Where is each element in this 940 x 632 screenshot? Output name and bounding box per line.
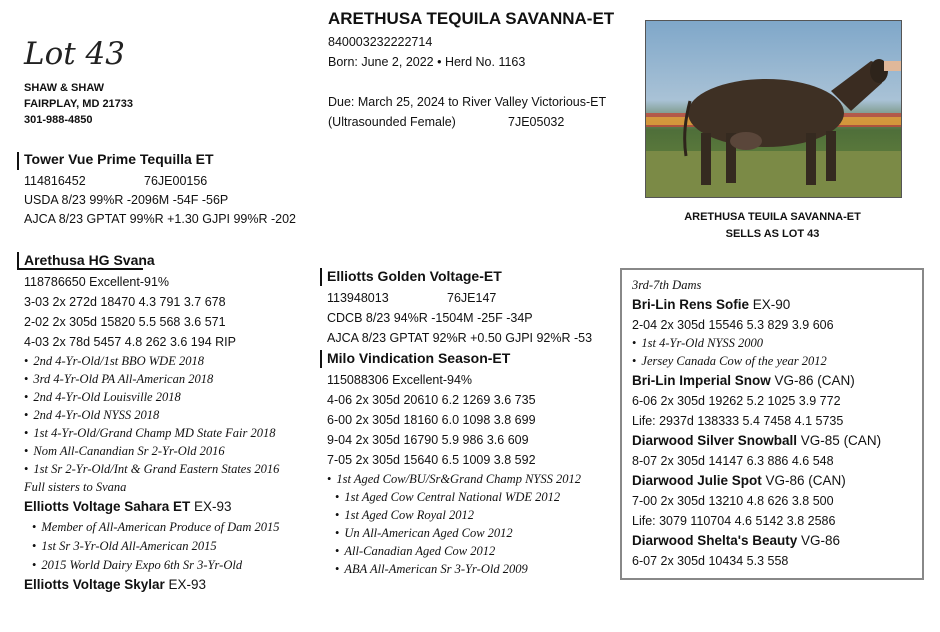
dam-honor: • 2nd 4-Yr-Old NYSS 2018 <box>24 407 159 424</box>
dam3-record: 2-04 2x 305d 15546 5.3 829 3.9 606 <box>632 318 834 332</box>
grand-dam-record: 9-04 2x 305d 16790 5.9 986 3.6 609 <box>327 433 529 447</box>
full-sisters-note: Full sisters to Svana <box>24 480 127 494</box>
dam-honor: • 1st 4-Yr-Old/Grand Champ MD State Fair 2018 <box>24 425 276 442</box>
dam-record: 4-03 2x 78d 5457 4.8 262 3.6 194 RIP <box>24 335 236 349</box>
grand-dam-honor: • All-Canadian Aged Cow 2012 <box>335 543 495 560</box>
animal-ultrasound: (Ultrasounded Female) <box>328 115 456 129</box>
dam-record: 2-02 2x 305d 15820 5.5 568 3.6 571 <box>24 315 226 329</box>
animal-due: Due: March 25, 2024 to River Valley Victorious-ET <box>328 95 607 109</box>
sahara-honor: • Member of All-American Produce of Dam 2015 <box>32 519 280 536</box>
sire-name: Tower Vue Prime Tequilla ET <box>24 151 214 167</box>
grand-dam-record: 4-06 2x 305d 20610 6.2 1269 3.6 735 <box>327 393 536 407</box>
consignor-location: FAIRPLAY, MD 21733 <box>24 98 134 110</box>
photo-caption-2: SELLS AS LOT 43 <box>725 228 820 240</box>
sire-code: 76JE00156 <box>144 174 208 188</box>
sire-bracket <box>17 152 19 170</box>
mgs-name: Elliotts Golden Voltage-ET <box>327 268 502 284</box>
grand-dam-honor: • 1st Aged Cow Royal 2012 <box>335 507 474 524</box>
sire-usda: USDA 8/23 99%R -2096M -54F -56P <box>24 193 229 207</box>
animal-born: Born: June 2, 2022 • Herd No. 1163 <box>328 55 526 69</box>
dam3-name: Bri-Lin Rens Sofie EX-90 <box>632 297 791 312</box>
grand-dam-honor: • Un All-American Aged Cow 2012 <box>335 525 513 542</box>
mgs-cdcb: CDCB 8/23 94%R -1504M -25F -34P <box>327 311 533 325</box>
sister-skylar: Elliotts Voltage Skylar EX-93 <box>24 577 207 592</box>
dam-reg: 118786650 Excellent-91% <box>24 275 170 289</box>
dam3-honor: • Jersey Canada Cow of the year 2012 <box>632 353 827 370</box>
dam-name: Arethusa HG Svana <box>24 252 155 268</box>
sahara-honor: • 1st Sr 3-Yr-Old All-American 2015 <box>32 538 217 555</box>
cow-photo <box>645 20 902 198</box>
grand-dam-bracket <box>320 350 322 368</box>
animal-reg: 840003232222714 <box>328 35 433 49</box>
dam6-name: Diarwood Julie Spot VG-86 (CAN) <box>632 473 846 488</box>
sister-sahara: Elliotts Voltage Sahara ET EX-93 <box>24 499 232 514</box>
dam4-name: Bri-Lin Imperial Snow VG-86 (CAN) <box>632 373 855 388</box>
dam-honor: • 1st Sr 2-Yr-Old/Int & Grand Eastern States 2016 <box>24 461 279 478</box>
animal-service-code: 7JE05032 <box>508 115 565 129</box>
dam-honor: • 2nd 4-Yr-Old Louisville 2018 <box>24 389 181 406</box>
dam6-life: Life: 3079 110704 4.6 5142 3.8 2586 <box>632 514 836 528</box>
lot-label: Lot 43 <box>24 36 126 72</box>
dam-honor: • 3rd 4-Yr-Old PA All-American 2018 <box>24 371 213 388</box>
sire-ajca: AJCA 8/23 GPTAT 99%R +1.30 GJPI 99%R -202 <box>24 212 297 226</box>
mgs-reg: 113948013 <box>327 291 389 305</box>
grand-dam-reg: 115088306 Excellent-94% <box>327 373 473 387</box>
animal-name: ARETHUSA TEQUILA SAVANNA-ET <box>328 9 615 28</box>
grand-dam-record: 6-00 2x 305d 18160 6.0 1098 3.8 699 <box>327 413 536 427</box>
dam5-name: Diarwood Silver Snowball VG-85 (CAN) <box>632 433 882 448</box>
grand-dam-honor: • 1st Aged Cow Central National WDE 2012 <box>335 489 560 506</box>
dams-box-title: 3rd-7th Dams <box>632 278 702 292</box>
dam3-honor: • 1st 4-Yr-Old NYSS 2000 <box>632 335 763 352</box>
photo-caption-1: ARETHUSA TEUILA SAVANNA-ET <box>684 211 861 223</box>
dam4-life: Life: 2937d 138333 5.4 7458 4.1 5735 <box>632 414 844 428</box>
mgs-bracket <box>320 268 322 286</box>
dam4-record: 6-06 2x 305d 19262 5.2 1025 3.9 772 <box>632 394 841 408</box>
cow-image <box>646 21 901 197</box>
dam-record: 3-03 2x 272d 18470 4.3 791 3.7 678 <box>24 295 226 309</box>
grand-dam-honor: • 1st Aged Cow/BU/Sr&Grand Champ NYSS 2012 <box>327 471 581 488</box>
consignor: SHAW & SHAW <box>24 82 105 94</box>
consignor-phone: 301-988-4850 <box>24 114 93 126</box>
mgs-code: 76JE147 <box>447 291 497 305</box>
dam5-record: 8-07 2x 305d 14147 6.3 886 4.6 548 <box>632 454 834 468</box>
sire-reg: 114816452 <box>24 174 86 188</box>
dam-honor: • 2nd 4-Yr-Old/1st BBO WDE 2018 <box>24 353 204 370</box>
dam7-record: 6-07 2x 305d 10434 5.3 558 <box>632 554 789 568</box>
grand-dam-name: Milo Vindication Season-ET <box>327 350 511 366</box>
dam-honor: • Nom All-Canandian Sr 2-Yr-Old 2016 <box>24 443 225 460</box>
dam7-name: Diarwood Shelta's Beauty VG-86 <box>632 533 841 548</box>
grand-dam-honor: • ABA All-American Sr 3-Yr-Old 2009 <box>335 561 528 578</box>
dam6-record: 7-00 2x 305d 13210 4.8 626 3.8 500 <box>632 494 834 508</box>
grand-dam-record: 7-05 2x 305d 15640 6.5 1009 3.8 592 <box>327 453 536 467</box>
sahara-honor: • 2015 World Dairy Expo 6th Sr 3-Yr-Old <box>32 557 242 574</box>
mgs-ajca: AJCA 8/23 GPTAT 92%R +0.50 GJPI 92%R -53 <box>327 331 593 345</box>
